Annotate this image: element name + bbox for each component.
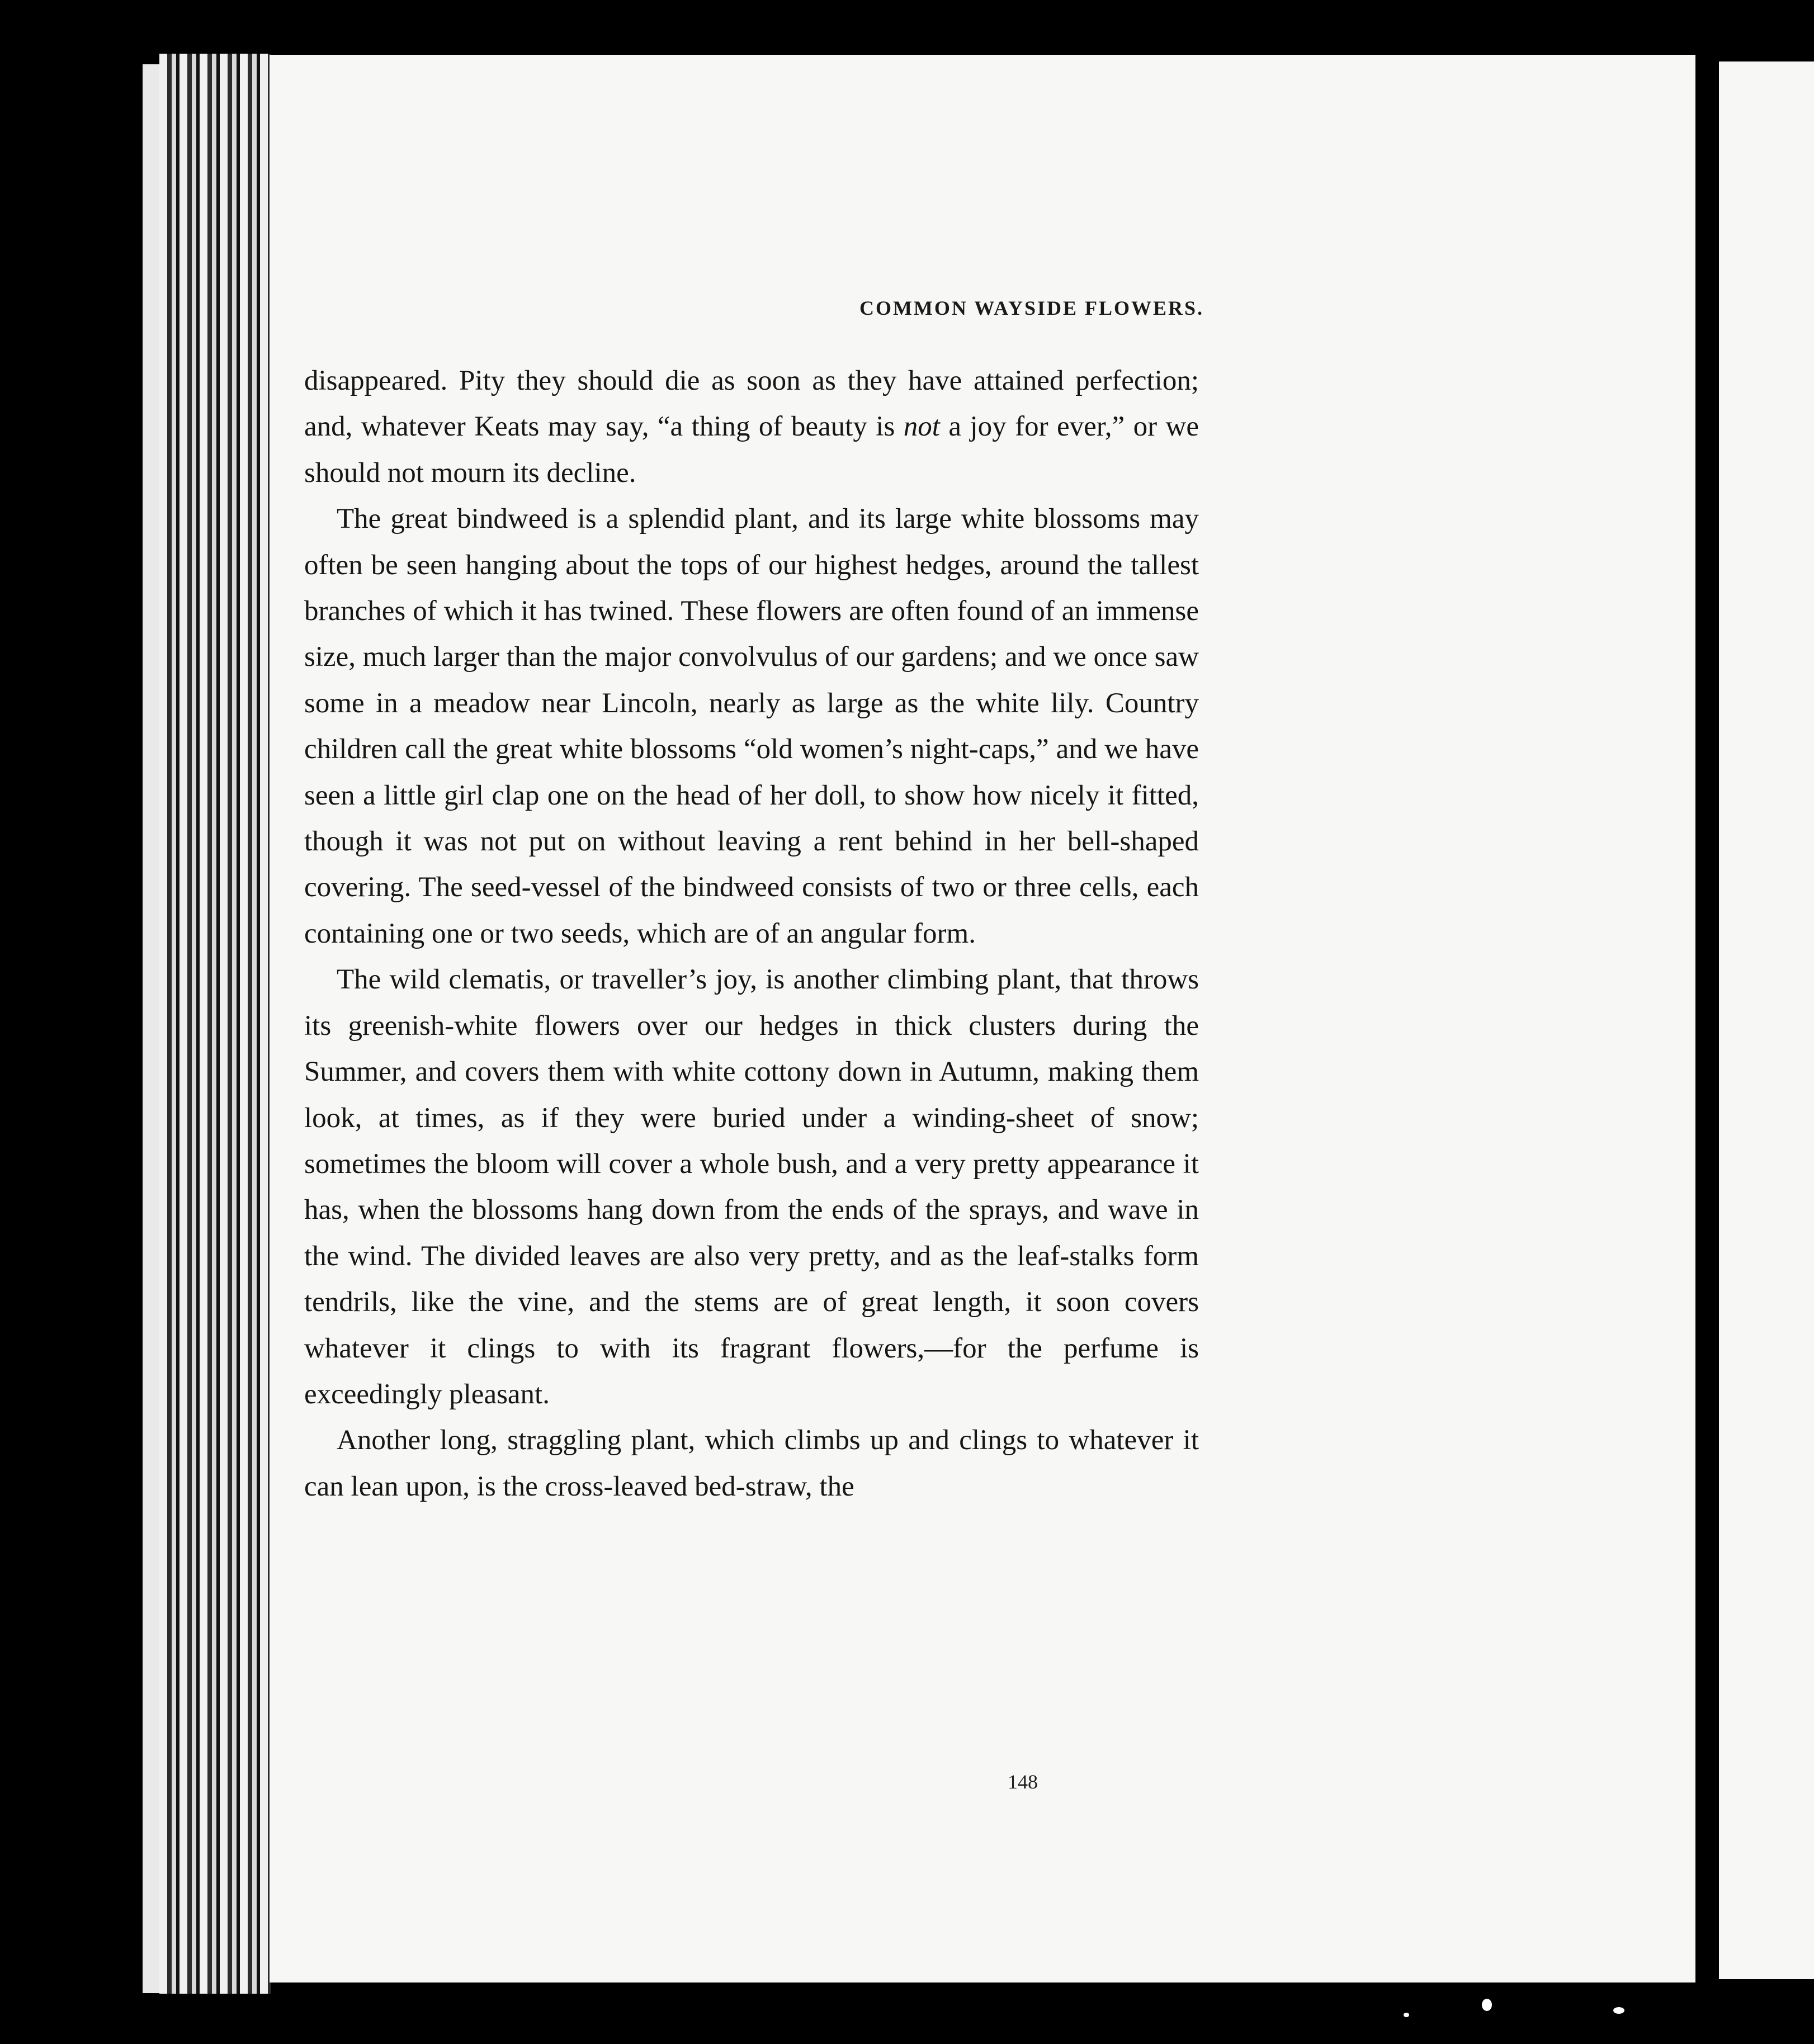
dust-fleck — [1404, 2013, 1409, 2017]
page-number: 148 — [1008, 1771, 1038, 1793]
paragraph-3: The wild clematis, or traveller’s joy, is another climbing plant, that throws its greenish-white flowers over our hedges in thick clusters during the Summer, and covers them with white cottony down in Autumn, making them look, at times, as if they were buried under a winding-sheet of snow; sometimes the bloom will cover a whole bush, and a very pretty appearance it has, when the blossoms hang down from the ends of the sprays, and wave in the wind. The divided leaves are also very pretty, and as the leaf-stalks form tendrils, like the vine, and the stems are of great length, it soon covers whatever it clings to with its fragrant flowers,—for the perfume is exceedingly pleasant. — [304, 964, 1199, 1410]
paragraph-2: The great bindweed is a splendid plant, and its large white blossoms may often be seen hanging about the tops of our highest hedges, around the tallest branches of which it has twined. These flowers are often found of an immense size, much larger than the major convolvulus of our gardens; and we once saw some in a meadow near Lincoln, nearly as large as the white lily. Country children call the great white blossoms “old women’s night-caps,” and we have seen a little girl clap one on the head of her doll, to show how nicely it fitted, though it was not put on without leaving a rent behind in her bell-shaped covering. The seed-vessel of the bindweed consists of two or three cells, each containing one or two seeds, which are of an angular form. — [304, 503, 1199, 949]
stacked-page-edges — [159, 54, 271, 1994]
running-head: COMMON WAYSIDE FLOWERS. — [859, 297, 1204, 319]
dust-fleck — [1482, 1999, 1492, 2011]
body-text — [304, 358, 1199, 1510]
facing-page-edge — [1719, 61, 1814, 1979]
emphasis-not: not — [903, 411, 940, 443]
paragraph-4: Another long, straggling plant, which climbs up and clings to whatever it can lean upon, is the cross-leaved bed-straw, the — [304, 1425, 1199, 1502]
paragraph-1: disappeared. Pity they should die as soon as they have attained perfection; and, whatever Keats may say, “a thing of beauty is not a joy for ever,” or we should not mourn its decline. — [304, 365, 1199, 489]
dust-fleck — [1613, 2007, 1624, 2014]
